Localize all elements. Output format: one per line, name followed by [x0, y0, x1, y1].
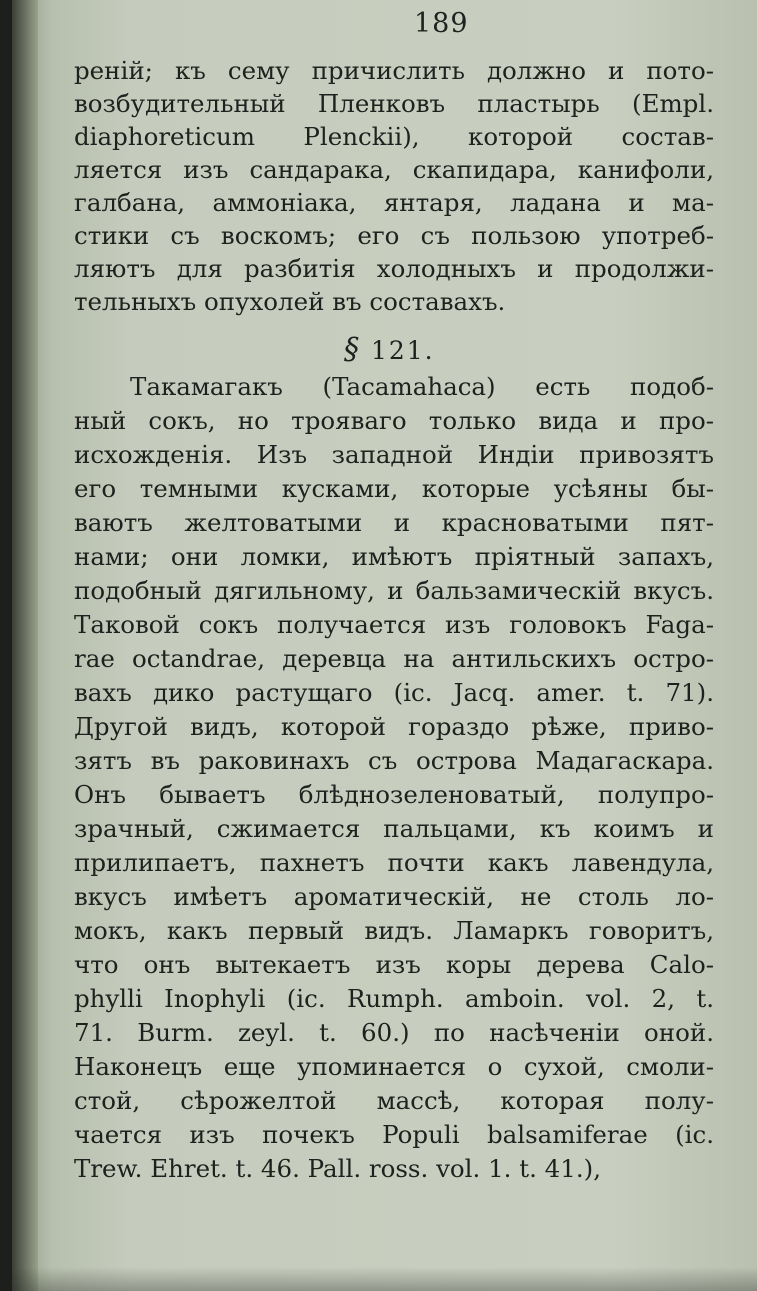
book-spine-shadow — [12, 0, 38, 1291]
text-line: его темными кусками, которые усѣяны бы- — [74, 474, 714, 503]
text-line: Такамагакъ (Tacamahaca) есть подоб- — [130, 372, 714, 401]
text-line: Онъ бываетъ блѣднозеленоватый, полупро- — [74, 780, 714, 809]
text-line: зрачный, сжимается пальцами, къ коимъ и — [74, 814, 714, 843]
text-line: phylli Inophyli (ic. Rumph. amboin. vol. 2, t. — [74, 984, 714, 1013]
section-number: 121. — [370, 336, 435, 365]
book-page — [12, 0, 757, 1291]
section-heading — [344, 332, 435, 367]
text-line: стики съ воскомъ; его съ пользою употреб- — [74, 221, 714, 250]
text-line: тельныхъ опухолей въ составахъ. — [74, 287, 506, 316]
text-line: Другой видъ, которой гораздо рѣже, приво- — [74, 712, 714, 741]
text-line: ляютъ для разбитія холодныхъ и продолжи- — [74, 254, 714, 283]
text-line: чается изъ почекъ Populi balsamiferae (ic. — [74, 1120, 714, 1149]
page-bottom-edge — [12, 1267, 757, 1291]
text-line: исхожденія. Изъ западной Индіи привозятъ — [74, 440, 714, 469]
text-line: реній; къ сему причислить должно и пото- — [74, 56, 714, 85]
page-number: 189 — [414, 8, 469, 39]
text-line: что онъ вытекаетъ изъ коры дерева Calo- — [74, 950, 714, 979]
text-line: Наконецъ еще упоминается о сухой, смоли- — [74, 1052, 714, 1081]
text-line: вкусъ имѣетъ ароматическій, не столь ло- — [74, 882, 714, 911]
text-line: ваютъ желтоватыми и красноватыми пят- — [74, 508, 714, 537]
text-line: Таковой сокъ получается изъ головокъ Faga- — [74, 610, 714, 639]
text-line: галбана, аммоніака, янтаря, ладана и ма- — [74, 188, 714, 217]
text-line: rae octandrae, деревца на антильскихъ остро- — [74, 644, 714, 673]
text-line: нами; они ломки, имѣютъ пріятный запахъ, — [74, 542, 714, 571]
text-line: ный сокъ, но трояваго только вида и про- — [74, 406, 714, 435]
text-line: возбудительный Пленковъ пластырь (Empl. — [74, 89, 714, 118]
text-line: вахъ дико растущаго (ic. Jacq. amer. t. 71). — [74, 678, 714, 707]
text-line: зятъ въ раковинахъ съ острова Мадагаскара. — [74, 746, 714, 775]
text-line: мокъ, какъ первый видъ. Ламаркъ говоритъ, — [74, 916, 714, 945]
text-line: стой, сѣрожелтой массѣ, которая полу- — [74, 1086, 714, 1115]
section-sign: § — [344, 332, 361, 367]
text-line: Trew. Ehret. t. 46. Pall. ross. vol. 1. t. 41.), — [74, 1154, 601, 1183]
text-line: подобный дягильному, и бальзамическій вкусъ. — [74, 576, 714, 605]
text-line: прилипаетъ, пахнетъ почти какъ лавендула, — [74, 848, 714, 877]
text-line: diaphoreticum Plenckii), которой состав- — [74, 122, 714, 151]
text-line: 71. Burm. zeyl. t. 60.) по насѣченіи оной. — [74, 1018, 714, 1047]
text-line: ляется изъ сандарака, скапидара, канифоли, — [74, 155, 714, 184]
